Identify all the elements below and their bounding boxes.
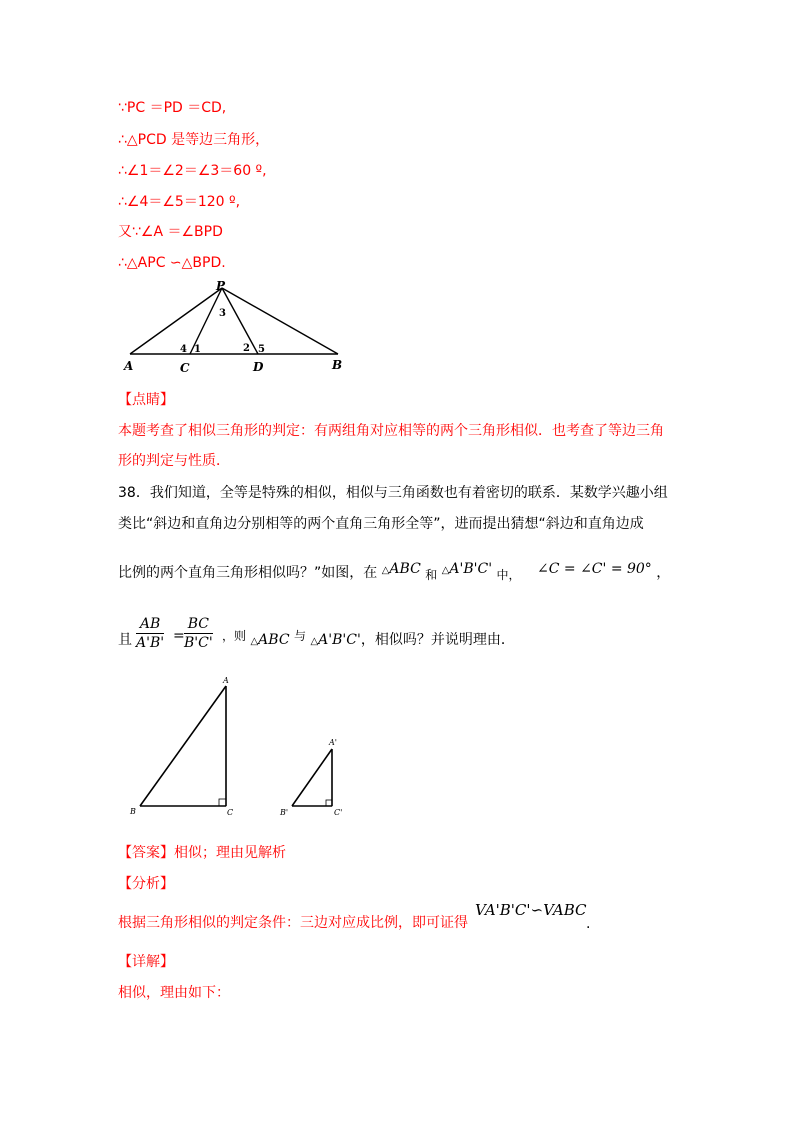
solution-line-2: ∴△PCD 是等边三角形，	[118, 132, 270, 148]
tri-abc-prime: A'B'C'	[449, 561, 493, 577]
triangle-symbol-4: △	[310, 636, 319, 647]
label-c-big: C	[227, 808, 234, 817]
label-b-prime: B'	[280, 808, 289, 817]
middle-text: 中，	[496, 568, 521, 582]
frac2-num: BC	[184, 615, 213, 634]
frac1-num: AB	[136, 615, 164, 634]
label-a-prime: A'	[329, 738, 337, 747]
comment-header: 【点睛】	[118, 392, 174, 408]
comma-text: ，	[656, 565, 671, 581]
then-text: ，则	[222, 629, 247, 643]
solution-line-1: ∵PC ＝PD ＝CD,	[118, 100, 227, 116]
label-c: C	[180, 361, 190, 375]
frac2-den: B'C'	[184, 635, 213, 651]
triangle-symbol-3: △	[250, 636, 259, 647]
q38-line-1: 38．我们知道，全等是特殊的相似，相似与三角函数也有着密切的联系．某数学兴趣小组	[118, 485, 668, 501]
q38-line-3-text: 比例的两个直角三角形相似吗？”如图，在	[118, 565, 378, 581]
solution-line-3: ∴∠1＝∠2＝∠3＝60 º,	[118, 163, 267, 179]
label-a: A	[124, 359, 134, 373]
solution-line-5: 又∵∠A ＝∠BPD	[118, 224, 223, 240]
detail-header: 【详解】	[118, 954, 174, 970]
solution-line-6: ∴△APC ∽△BPD.	[118, 255, 226, 271]
q38-line-4	[222, 630, 515, 652]
analysis-header: 【分析】	[118, 876, 174, 892]
equals-sign: =	[173, 628, 185, 644]
angle-equation: ∠C = ∠C' = 90°	[537, 561, 652, 577]
angle-3-label: 3	[219, 308, 226, 319]
analysis-math: VA'B'C'∽VABC	[475, 901, 587, 919]
and-text: 和	[425, 568, 438, 582]
tri-abc: ABC	[389, 561, 421, 577]
answer-line	[118, 843, 286, 863]
comment-line-1: 本题考查了相似三角形的判定：有两组角对应相等的两个三角形相似．也考查了等边三角	[118, 423, 664, 439]
label-b-big: B	[130, 807, 136, 816]
q38-qie: 且	[118, 632, 132, 648]
figure-right-triangles	[120, 672, 360, 822]
angle-5-label: 5	[258, 344, 265, 355]
angle-4-label: 4	[180, 344, 187, 355]
angle-1-label: 1	[194, 344, 201, 355]
solution-line-4: ∴∠4＝∠5＝120 º,	[118, 194, 241, 210]
analysis-text: 根据三角形相似的判定条件：三边对应成比例，即可证得	[118, 915, 468, 931]
q38-tail: ，相似吗？并说明理由．	[360, 632, 515, 648]
triangle-symbol-2: △	[441, 565, 450, 576]
triangle-symbol: △	[381, 565, 390, 576]
with-text: 与	[294, 629, 307, 643]
figure-triangle-pcd	[110, 278, 360, 378]
tri-abc-2: ABC	[258, 632, 290, 648]
label-p: P	[216, 279, 226, 293]
angle-2-label: 2	[243, 343, 250, 354]
comment-line-2: 形的判定与性质．	[118, 453, 230, 469]
answer-header: 【答案】	[118, 845, 174, 861]
frac1-den: A'B'	[136, 635, 165, 651]
fraction-ab	[136, 615, 164, 652]
label-b: B	[332, 358, 343, 372]
detail-text: 相似，理由如下：	[118, 985, 230, 1001]
answer-text: 相似；理由见解析	[174, 845, 286, 861]
fraction-bc	[184, 615, 213, 652]
q38-line-2: 类比“斜边和直角边分别相等的两个直角三角形全等”，进而提出猜想“斜边和直角边成	[118, 516, 644, 532]
q38-line-3	[118, 563, 670, 585]
label-a-big: A	[223, 676, 229, 685]
label-c-prime: C'	[334, 808, 343, 817]
tri-abc-prime-2: A'B'C'	[318, 632, 361, 648]
analysis-period: .	[586, 916, 591, 932]
label-d: D	[253, 360, 264, 374]
